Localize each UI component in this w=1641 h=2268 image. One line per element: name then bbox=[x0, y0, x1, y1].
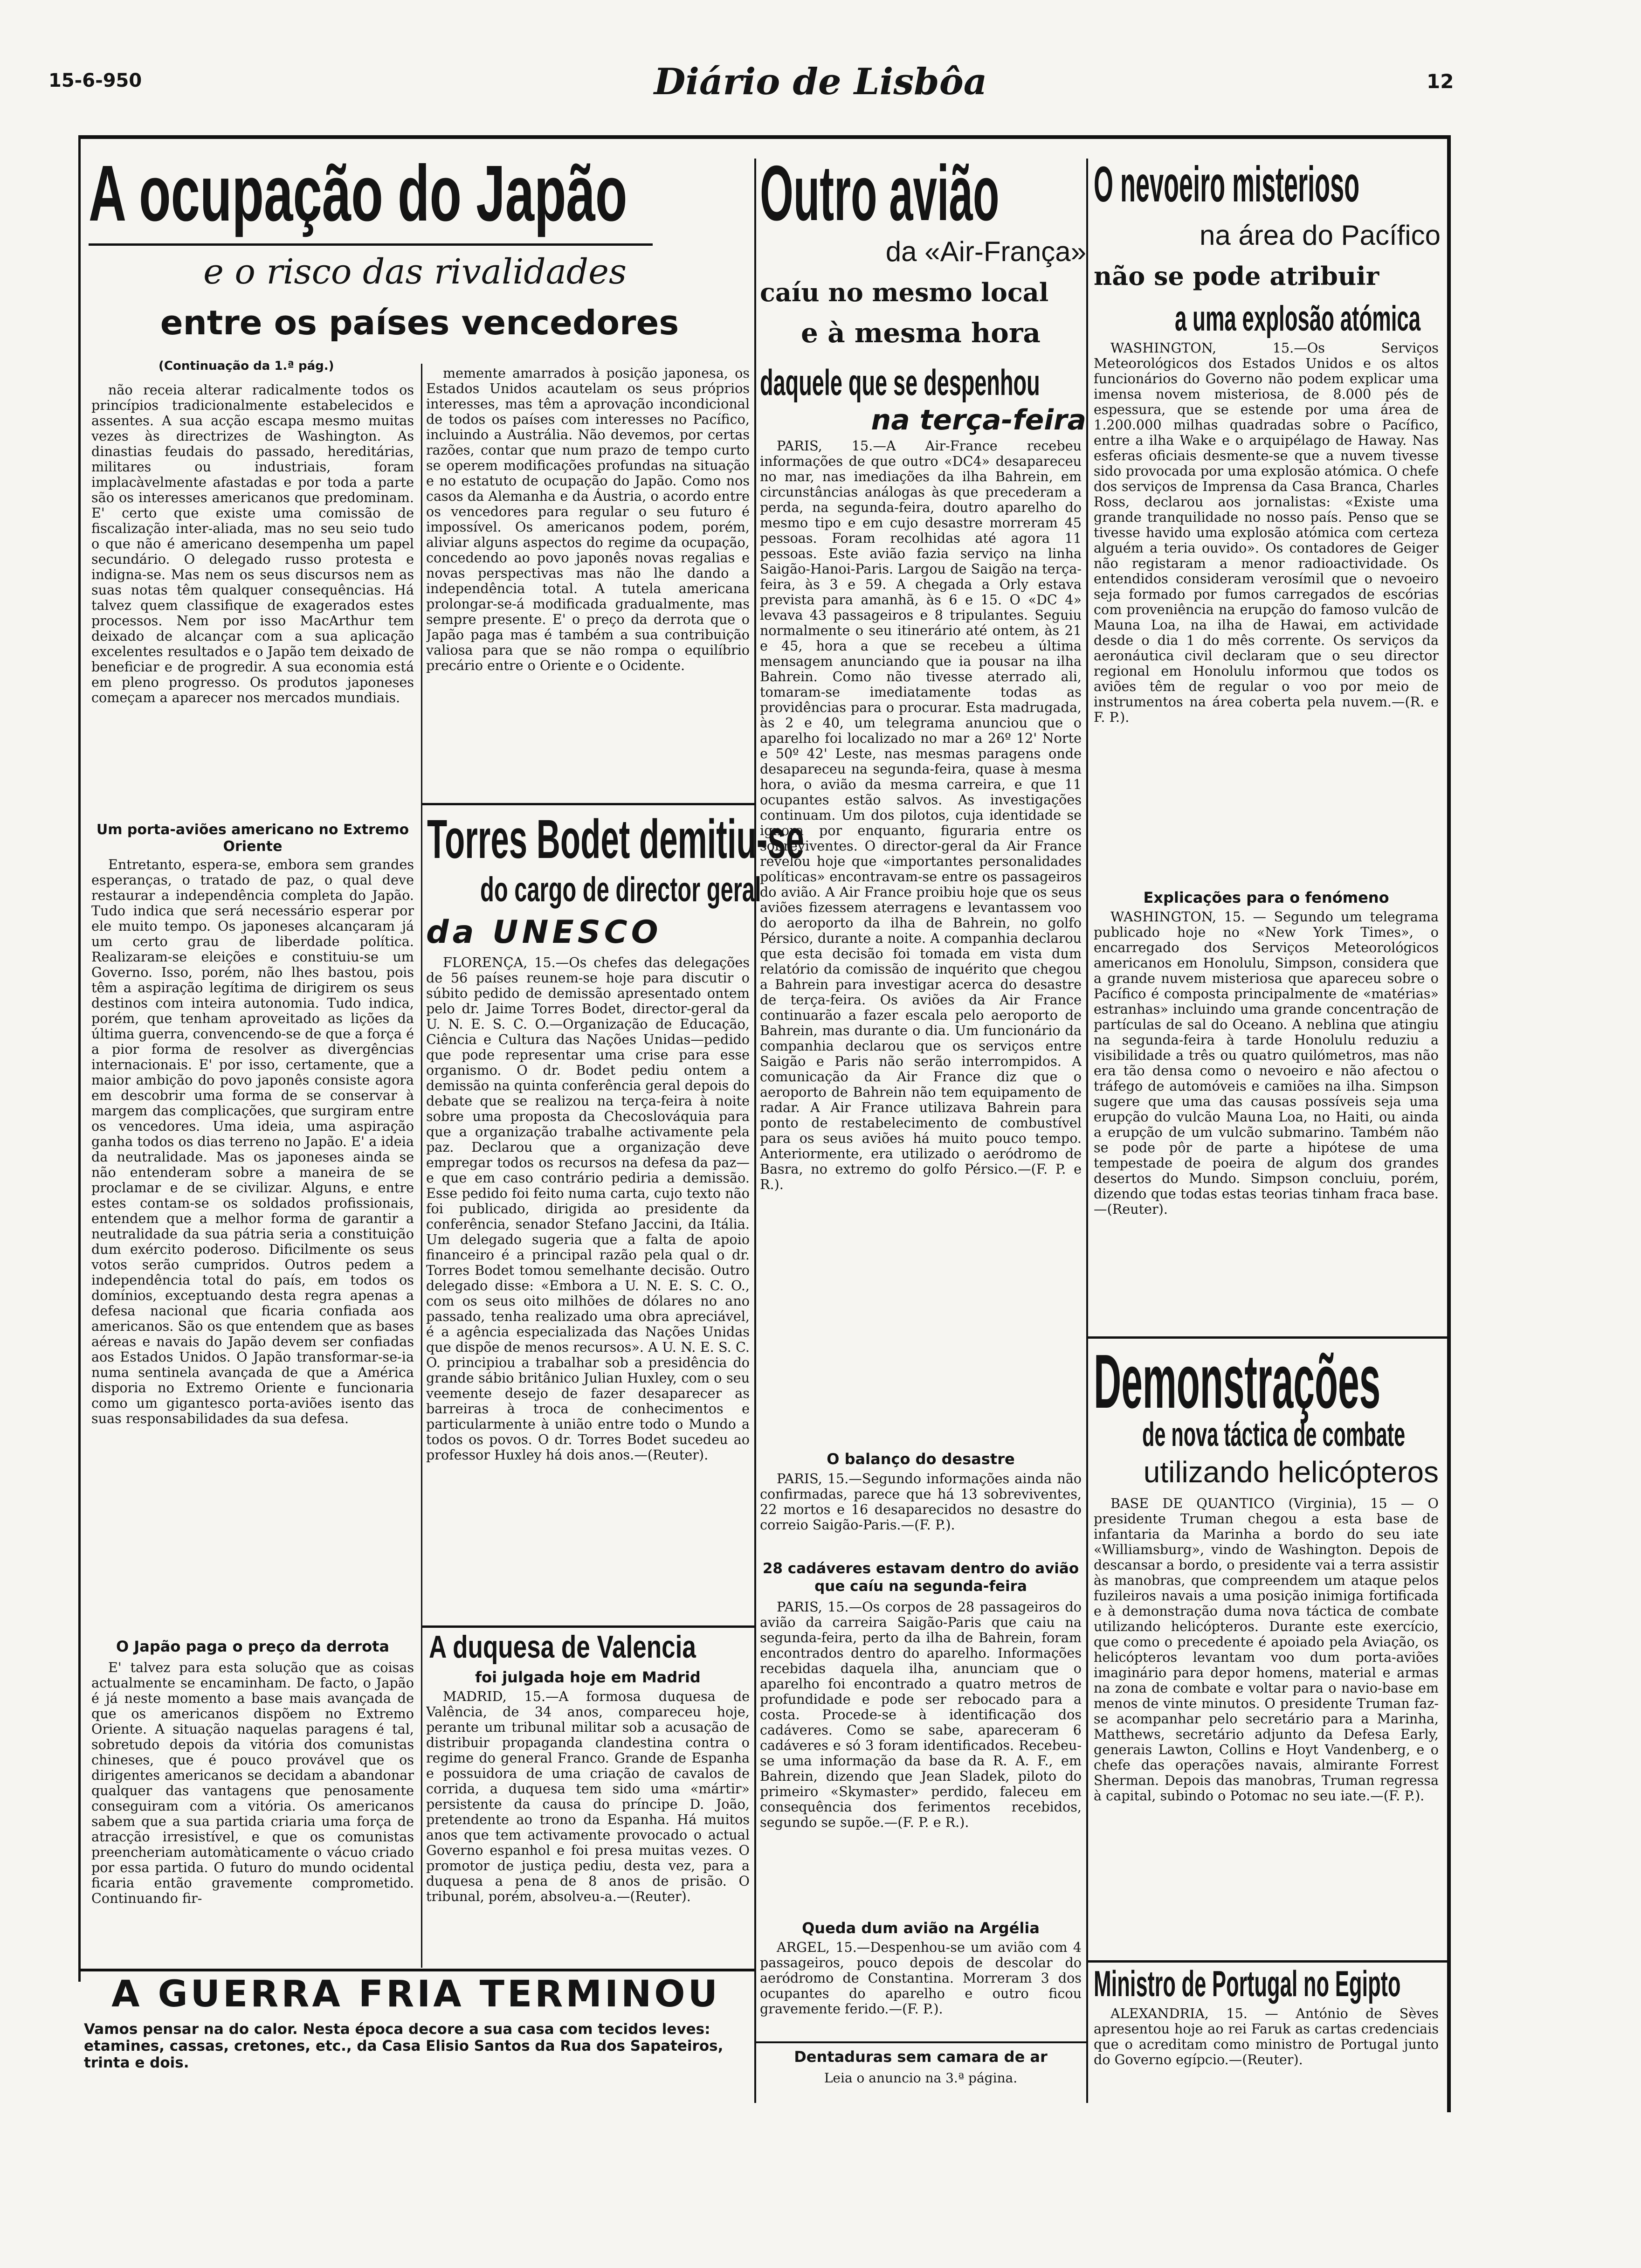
column-rule-1 bbox=[421, 364, 422, 1968]
japan-headline-rule bbox=[89, 243, 653, 246]
japan-sub-price: O Japão paga o preço da derrota bbox=[116, 1638, 389, 1655]
advert-top-rule bbox=[79, 1969, 755, 1971]
japan-body-col1: não receia alterar radicalmente todos os princípios tradicionalmente estabelecidos e assentes. A sua acção escapa mesmo muitas vezes às directrizes de Washington. As dinastias feudais do passado, hereditárias, militares ou industriais, foram implacàvelmente afastadas e por toda a parte são os interesses americanos que predominam. E' certo que existe uma comissão de fiscalização inter-aliada, mas no seu seio tudo o que não é americano desempenha um papel secundário. O delegado russo protesta e indigna-se. Mas nem os seus discursos nem as suas notas têm qualquer consequências. Há talvez quem classifique de exagerados estes processos. Nem por isso MacArthur tem deixado de alcançar com a sua aplicação excelentes resultados e o Japão tem deixado de beneficiar e de progredir. A sua economia está em pleno progresso. Os produtos japoneses começam a aparecer nos mercados mundiais. bbox=[91, 382, 414, 705]
aviao-sub-balanco: O balanço do desastre bbox=[827, 1450, 1015, 1468]
aviao-headline-5: daquele que se despenhou bbox=[760, 362, 1040, 403]
aviao-body-2: PARIS, 15.—Segundo informações ainda não confirmadas, parece que há 13 sobreviventes, 22 mortos e 16 desaparecidos no desastre do correio Saigão-Paris.—(F. P.). bbox=[760, 1471, 1082, 1533]
ministro-body: ALEXANDRIA, 15. — António de Sèves apresentou hoje ao rei Faruk as cartas credenciais que o acreditam como ministro de Portugal junto do Governo egípcio.—(Reuter). bbox=[1094, 2006, 1439, 2067]
aviao-headline-3: caíu no mesmo local bbox=[760, 277, 1049, 307]
torres-headline-2: do cargo de director geral bbox=[480, 870, 761, 909]
ministro-top-rule bbox=[1088, 1960, 1448, 1963]
torres-headline-3: da UNESCO bbox=[426, 914, 662, 951]
nevoeiro-body: WASHINGTON, 15.—Os Serviços Meteorológicos dos Estados Unidos e os altos funcionários do Governo não podem explicar uma imensa novem misteriosa, de 8.000 pés de espessura, que se estende por uma área de 1.200.000 milhas quadradas sobre o Pacífico, entre a ilha Wake e o arquipélago de Haway. Nas esferas oficiais desmente-se que a nuvem tivesse sido provocada por uma explosão atómica. O chefe dos serviços de Imprensa da Casa Branca, Charles Ross, declarou aos jornalistas: «Existe uma grande tranquilidade no nosso país. Penso que se tivesse havido uma explosão atómica com certeza alguém a teria ouvido». Os contadores de Geiger não registaram a menor radioactividade. Os entendidos consideram verosímil que o nevoeiro seja formado por fumos carregados de escórias com proveniência na erupção do famoso vulcão de Mauna Loa, na ilha de Hawai, em actividade desde o dia 1 do mês corrente. Os serviços da aeronáutica civil declaram que o seu director regional em Honolulu informou que todos os aviões têm de regular o voo por meio de instrumentos na área coberta pela nuvem.—(R. e F. P.). bbox=[1094, 340, 1439, 725]
japan-continuation: (Continuação da 1.ª pág.) bbox=[159, 359, 334, 373]
duquesa-subhead: foi julgada hoje em Madrid bbox=[475, 1668, 701, 1686]
japan-body-col2: memente amarrados à posição japonesa, os Estados Unidos acautelam os seus próprios interesses, mas têm a aprovação incondicional de todos os países com interesses no Pacífico, incluindo a Austrália. Não devemos, por certas razões, contar que num prazo de tempo curto se operem modificações profundas na situação e no estatuto de ocupação do Japão. Como nos casos da Alemanha e da Áustria, o acordo entre os vencedores para regular o seu futuro é impossível. Os americanos podem, porém, aliviar alguns aspectos do regime da ocupação, concedendo ao povo japonês novas regalias e novas perspectivas mas não lhe dando a independência total. A tutela americana prolongar-se-á modificada gradualmente, mas sempre presente. E' o preço da derrota que o Japão paga mas é também a sua contribuição valiosa para que se não rompa o equilíbrio precário entre o Oriente e o Ocidente. bbox=[426, 366, 750, 673]
aviao-headline-2: da «Air-França» bbox=[885, 236, 1086, 267]
dentaduras-top-rule bbox=[756, 2041, 1086, 2043]
demonstracoes-headline-1: Demonstrações bbox=[1094, 1339, 1381, 1424]
column-rule-3 bbox=[1086, 159, 1088, 2103]
dentaduras-note: Leia o anuncio na 3.ª página. bbox=[824, 2070, 1018, 2086]
aviao-body-4: ARGEL, 15.—Despenhou-se um avião com 4 passageiros, pouco depois de descolar do aeródromo de Constantina. Morreram 3 dos ocupantes do aparelho e outro ficou gravemente ferido.—(F. P.). bbox=[760, 1940, 1082, 2017]
dentaduras-headline: Dentaduras sem camara de ar bbox=[794, 2048, 1048, 2066]
duquesa-top-rule bbox=[421, 1625, 754, 1628]
aviao-body-3: PARIS, 15.—Os corpos de 28 passageiros do avião da carreira Saigão-Paris que caiu na segunda-feira, perto da ilha de Bahrein, foram encontrados dentro do aparelho. Informações recebidas daquela ilha, anunciam que o aparelho foi encontrado a quatro metros de profundidade e pode ser rebocado para a costa. Procede-se à identificação dos cadáveres. Como se sabe, apareceram 6 cadáveres e só 3 foram identificados. Recebeu-se uma informação da base da R. A. F., em Bahrein, dizendo que Jean Sladek, piloto do primeiro «Skymaster» perdido, faleceu em consequência dos ferimentos recebidos, segundo se supõe.—(F. P. e R.). bbox=[760, 1599, 1082, 1830]
japan-body-col1b: Entretanto, espera-se, embora sem grandes esperanças, o tratado de paz, o qual deve restaurar a independência completa do Japão. Tudo indica que será necessário esperar por ele muito tempo. Os japoneses alcançaram já um certo grau de liberdade política. Realizaram-se eleições e constituiu-se um Governo. Isso, porém, não lhes bastou, pois têm a aspiração legítima de dirigirem os seus destinos com inteira autonomia. Tudo indica, porém, que tenham aproveitado as lições da última guerra, convencendo-se de que a força é a pior forma de resolver as divergências internacionais. E' por isso, certamente, que a maior ambição do povo japonês consiste agora em descobrir uma forma de se conservar à margem das complicações, que surgiram entre os vencedores. Uma ideia, uma aspiração ganha todos os dias terreno no Japão. E' a ideia da neutralidade. Mas os japoneses ainda se não entenderam sobre a maneira de se proclamar e de se civilizar. Alguns, e entre estes contam-se os soldados profissionais, entendem que a melhor forma de garantir a neutralidade da sua pátria seria a constituição dum exército poderoso. Dificilmente os seus votos serão cumpridos. Outros pedem a independência total do país, em todos os domínios, exceptuando desta regra apenas a defesa nacional que ficaria confiada aos americanos. São os que entendem que as bases aéreas e navais do Japão devem ser confiadas aos Estados Unidos. O Japão transformar-se-ia numa sentinela avançada de que a América disporia no Extremo Oriente e funcionaria como um gigantesco porta-aviões isento das suas responsabilidades da sua defesa. bbox=[91, 857, 414, 1426]
demonstracoes-body: BASE DE QUANTICO (Virginia), 15 — O presidente Truman chegou a esta base de infantaria da Marinha a bordo do seu iate «Williamsburg», vindo de Washington. Depois de descansar a bordo, o presidente vai a terra assistir às manobras, que compreendem um ataque pelos fuzileiros navais a uma posição inimiga fortificada e à demonstração duma nova táctica de combate utilizando helicópteros. Durante este exercício, que como o precedente é apoiado pela Aviação, os helicópteros levantam voo dum porta-aviões imaginário para depor homens, material e armas na zona de combate e voltar para o navio-base em menos de vinte minutos. O presidente Truman faz-se acompanhar pelo secretário para a Marinha, Matthews, secretário adjunto da Defesa Early, generais Lawton, Collins e Hoyt Vandenberg, e o chefe das operações navais, almirante Forrest Sherman. Depois das manobras, Truman regressa à capital, subindo o Potomac no seu iate.—(F. P.). bbox=[1094, 1496, 1439, 1804]
aviao-headline-6: na terça-feira bbox=[871, 404, 1086, 436]
masthead-title: Diário de Lisbôa bbox=[654, 61, 987, 103]
japan-subhead-1: e o risco das rivalidades bbox=[203, 252, 627, 292]
torres-body: FLORENÇA, 15.—Os chefes das delegações de 56 países reunem-se hoje para discutir o súbito pedido de demissão apresentado ontem pelo dr. Jaime Torres Bodet, director-geral da U. N. E. S. C. O.—Organização de Educação, Ciência e Cultura das Nações Unidas—pedido que pode representar uma crise para esse organismo. O dr. Bodet pediu ontem a demissão na quinta conferência geral depois do debate que se realizou na terça-feira à noite sobre uma proposta da Checoslováquia para que a organização trabalhe activamente pela paz. Declarou que a organização deve empregar todos os recursos na defesa da paz—e que em caso contrário pediria a demissão. Esse pedido foi feito numa carta, cujo texto não foi publicado, dirigida ao presidente da conferência, senador Stefano Jaccini, da Itália. Um delegado sugeria que a falta de apoio financeiro é a principal razão pela qual o dr. Torres Bodet tomou semelhante decisão. Outro delegado disse: «Embora a U. N. E. S. C. O., com os seus oito milhões de dólares no ano passado, tenha realizado uma obra apreciável, é a agência especializada das Nações Unidas que dispõe de menos recursos». A U. N. E. S. C. O. principiou a trabalhar sob a presidência do grande sábio britânico Julian Huxley, com o seu veemente desejo de fazer desaparecer as barreiras à troca de conhecimentos e particularmente à união entre todo o Mundo a todos os povos. O dr. Torres Bodet sucedeu ao professor Huxley há dois anos.—(Reuter). bbox=[426, 955, 750, 1463]
japan-headline: A ocupação do Japão bbox=[89, 149, 627, 238]
nevoeiro-headline-2: na área do Pacífico bbox=[1199, 220, 1441, 251]
japan-sub-carrier: Um porta-aviões americano no Extremo Oriente bbox=[96, 822, 409, 855]
advert-headline: A GUERRA FRIA TERMINOU bbox=[111, 1973, 720, 2015]
torres-top-rule bbox=[421, 803, 754, 805]
column-rule-2 bbox=[754, 159, 756, 2103]
left-frame-rule bbox=[78, 135, 81, 1982]
aviao-body: PARIS, 15.—A Air-France recebeu informações de que outro «DC4» desapareceu no mar, nas imediações da ilha Bahrein, em circunstâncias análogas às que precederam a perda, na segunda-feira, doutro aparelho do mesmo tipo e em cujo desastre morreram 45 pessoas. Foram recolhidas até agora 11 pessoas. Este avião fazia serviço na linha Saigão-Hanoi-Paris. Largou de Saigão na terça-feira, às 3 e 59. A chegada a Orly estava prevista para amanhã, às 6 e 15. O «DC 4» levava 43 passageiros e 8 tripulantes. Seguiu normalmente o seu itinerário até ontem, às 21 e 45, hora a que se recebeu a última mensagem anunciando que ia pousar na ilha Bahrein. Como não tivesse aterrado ali, tomaram-se imediatamente todas as providências para o procurar. Esta madrugada, às 2 e 40, um telegrama anunciou que o aparelho foi localizado no mar a 26º 12' Norte e 50º 42' Leste, nas mesmas paragens onde desapareceu na segunda-feira, quase à mesma hora, o avião da mesma carreira, e que 11 ocupantes estão salvos. As investigações continuam. Um dos pilotos, cuja identidade se ignora por enquanto, figuraria entre os sobreviventes. O director-geral da Air France revelou hoje que «importantes personalidades políticas» encontravam-se entre os passageiros do avião. A Air France proibiu hoje que os seus aviões fizessem aterragens e levantassem voo do aeroporto da ilha de Bahrein, no golfo Pérsico, durante a noite. A companhia declarou que esta decisão foi tomada em vista dum relatório da comissão de inquérito que chegou a Bahrein para investigar acerca do desastre de terça-feira. Os aviões da Air France continuarão a fazer escala pelo aeroporto de Bahrein, mas durante o dia. Um funcionário da companhia declarou que os serviços entre Saigão e Paris não serão interrompidos. A comunicação da Air France diz que o aeroporto de Bahrein não tem equipamento de radar. A Air France utilizava Bahrein para ponto de restabelecimento de combustível para os seus aviões há muito pouco tempo. Anteriormente, era utilizado o aeródromo de Basra, no extremo do golfo Pérsico.—(F. P. e R.). bbox=[760, 438, 1082, 1192]
nevoeiro-headline-3: não se pode atribuir bbox=[1094, 261, 1379, 291]
right-frame-rule bbox=[1447, 135, 1451, 2112]
duquesa-headline: A duquesa de Valencia bbox=[429, 1629, 696, 1665]
duquesa-body: MADRID, 15.—A formosa duquesa de Valência, de 34 anos, compareceu hoje, perante um tribunal militar sob a acusação de distribuir propaganda clandestina contra o regime do general Franco. Grande de Espanha e possuidora de uma criação de cavalos de corrida, a duquesa tem sido uma «mártir» persistente da causa do príncipe D. João, pretendente ao trono da Espanha. Há muitos anos que tem activamente provocado o actual Governo espanhol e foi presa muitas vezes. O promotor de justiça pediu, desta vez, para a duquesa a pena de 8 anos de prisão. O tribunal, porém, absolveu-a.—(Reuter). bbox=[426, 1689, 750, 1904]
japan-subhead-2: entre os países vencedores bbox=[160, 303, 679, 342]
top-frame-rule bbox=[79, 135, 1450, 139]
nevoeiro-headline-1: O nevoeiro misterioso bbox=[1094, 156, 1360, 212]
nevoeiro-sub-explicacoes: Explicações para o fenómeno bbox=[1143, 889, 1389, 906]
aviao-sub-argelia: Queda dum avião na Argélia bbox=[802, 1919, 1040, 1937]
demonstracoes-headline-2: de nova táctica de combate bbox=[1142, 1416, 1406, 1453]
japan-body-col1c: E' talvez para esta solução que as coisas actualmente se encaminham. De facto, o Japão é já neste momento a base mais avançada de que os americanos dispõem no Extremo Oriente. A situação naquelas paragens é tal, sobretudo depois da vitória dos comunistas chineses, que é pouco provável que os dirigentes americanos se decidam a abandonar qualquer das vantagens que penosamente conseguiram com a vitória. Os americanos sabem que a sua partida criaria uma força de atracção irresistível, e que os comunistas preencheriam automàticamente o vácuo criado por essa partida. O futuro do mundo ocidental ficaria então gravemente comprometido. Continuando fir- bbox=[91, 1660, 414, 1906]
nevoeiro-body-2: WASHINGTON, 15. — Segundo um telegrama publicado hoje no «New York Times», o encarregado dos Serviços Meteorológicos americanos em Honolulu, Simpson, considera que a grande nuvem misteriosa que apareceu sobre o Pacífico é composta principalmente de «matérias» estranhas» incluindo uma grande concentração de partículas de sal do Oceano. A neblina que atingiu na segunda-feira à tarde Honolulu reduziu a visibilidade a três ou quatro quilómetros, mas não era tão densa como o nevoeiro e não afectou o tráfego de automóveis e camiões na ilha. Simpson sugere que uma das causas possíveis seja uma erupção do vulcão Mauna Loa, no Haiti, ou ainda a erupção de um vulcão submarino. Também não se pode pôr de parte a hipótese de uma tempestade de poeira de algum dos grandes desertos do Mundo. Simpson concluiu, porém, dizendo que todas estas teorias tinham fraca base.—(Reuter). bbox=[1094, 909, 1439, 1217]
ministro-headline: Ministro de Portugal no Egipto bbox=[1094, 1963, 1401, 2004]
aviao-headline-4: e à mesma hora bbox=[801, 317, 1041, 349]
aviao-headline-1: Outro avião bbox=[760, 149, 1000, 237]
page-number: 12 bbox=[1427, 70, 1454, 93]
demonstracoes-headline-3: utilizando helicópteros bbox=[1143, 1455, 1439, 1489]
torres-headline-1: Torres Bodet demitiu-se bbox=[427, 809, 805, 870]
nevoeiro-headline-4: a uma explosão atómica bbox=[1175, 299, 1421, 339]
aviao-sub-28: 28 cadáveres estavam dentro do avião que caíu na segunda-feira bbox=[762, 1560, 1079, 1595]
advert-text: Vamos pensar na do calor. Nesta época decore a sua casa com tecidos leves: etamines, cassas, cretones, etc., da Casa Elisio Santos da Rua dos Sapateiros, trinta e dois. bbox=[84, 2021, 724, 2071]
masthead-date: 15-6-950 bbox=[48, 70, 142, 91]
